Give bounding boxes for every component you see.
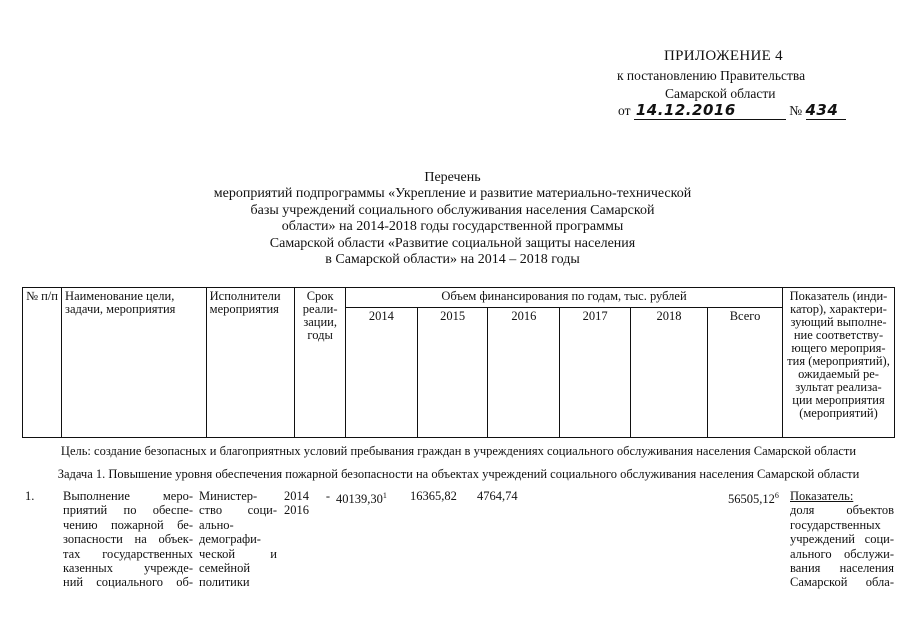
number-field (806, 102, 846, 120)
heading-line: области» на 2014-2018 годы государственной программы (281, 219, 624, 234)
indicator-line: Самарской обла- (790, 575, 894, 590)
row1-term (284, 489, 330, 518)
row1-total (728, 489, 779, 507)
header-year: 2015 (417, 308, 488, 438)
task-row (23, 461, 895, 484)
row1-indicator (790, 489, 894, 590)
heading-line: базы учреждений социального обслуживания населения Самарской (250, 202, 655, 218)
header-year: 2017 (560, 308, 631, 438)
heading-line: мероприятий подпрограммы «Укрепление и развитие материально-технической (213, 186, 692, 201)
row1-exec (199, 489, 277, 590)
indicator-line: вания населения (790, 561, 894, 576)
row1-value-2015: 16365,82 (410, 489, 457, 503)
row1-name-line: чению пожарной бе- (63, 517, 193, 532)
total-value: 56505,12 (728, 492, 775, 507)
document-title: Перечень (424, 170, 481, 185)
date-prefix: от (618, 103, 631, 118)
row1-exec-line: демографи- (199, 532, 261, 547)
heading-line: в Самарской области» на 2014 – 2018 годы (325, 252, 580, 267)
goal-row (23, 438, 895, 462)
header-num: № п/п (23, 288, 62, 438)
table-header-row (23, 288, 895, 308)
activities-table (22, 287, 895, 484)
appendix-date-line (618, 102, 846, 120)
row1-exec-line: политики (199, 575, 250, 590)
header-year: 2016 (488, 308, 560, 438)
header-indicator: Показатель (инди-катор), характери-зующий выполне-ние соответству-ющего мероприя-тия (мероприятий), ожидаемый ре-зультат реализа-ции мероприятия (мероприятий) (783, 288, 895, 438)
appendix-title: ПРИЛОЖЕНИЕ 4 (664, 48, 783, 64)
indicator-line: ального обслужи- (790, 546, 894, 561)
row1-term-line: 2016 (284, 503, 309, 518)
row1-num: 1. (25, 489, 35, 503)
row1-value-2016: 4764,74 (477, 489, 518, 503)
header-exec: Исполнители мероприятия (206, 288, 295, 438)
handwritten-date: 14.12.2016 (635, 101, 736, 119)
number-sign: № (789, 103, 803, 118)
row1-exec-line: ство соци- (199, 503, 277, 518)
header-term: Срок реали-зации, годы (295, 288, 346, 438)
row1-exec-line: ческой и (199, 546, 277, 561)
header-year: 2014 (345, 308, 417, 438)
row1-exec-line: семейной (199, 561, 251, 576)
header-total: Всего (708, 308, 783, 438)
row1-value-2014 (336, 489, 387, 507)
row1-name-line: приятий по обеспе- (63, 503, 193, 518)
indicator-line: учреждений соци- (790, 532, 894, 547)
header-name: Наименование цели, задачи, мероприятия (62, 288, 207, 438)
row1-name-line: тах государственных (63, 546, 193, 561)
row1-exec-line: ально- (199, 517, 234, 532)
header-finance: Объем финансирования по годам, тыс. рублей (345, 288, 782, 308)
indicator-line: государственных (790, 517, 881, 532)
indicator-line: доля объектов (790, 503, 894, 518)
row1-name-line: Выполнение меро- (63, 489, 193, 503)
row1-name (63, 489, 193, 590)
indicator-label: Показатель: (790, 489, 854, 503)
row1-name-line: зопасности на объек- (63, 532, 193, 547)
document-heading (0, 186, 905, 269)
row1-term-line: 2014 - (284, 489, 330, 503)
row1-exec-line: Министер- (199, 489, 258, 503)
heading-line: Самарской области «Развитие социальной защиты населения (269, 235, 636, 251)
header-year: 2018 (630, 308, 707, 438)
row1-name-line: казенных учрежде- (63, 561, 193, 576)
task-text: Задача 1. Повышение уровня обеспечения пожарной безопасности на объектах учреждений социального обслуживания населения Самарской области (57, 467, 860, 481)
date-field (634, 102, 786, 120)
footnote-mark: 6 (774, 491, 779, 500)
goal-text: Цель: создание безопасных и благоприятных условий пребывания граждан в учреждениях социального обслуживания населения Самарской области (60, 444, 857, 458)
appendix-line-2: Самарской области (665, 86, 776, 101)
value-2014: 40139,30 (336, 492, 383, 507)
handwritten-number: 434 (805, 101, 839, 119)
appendix-line-1: к постановлению Правительства (617, 68, 806, 83)
footnote-mark: 1 (382, 491, 387, 500)
row1-name-line: ний социального об- (63, 575, 193, 590)
